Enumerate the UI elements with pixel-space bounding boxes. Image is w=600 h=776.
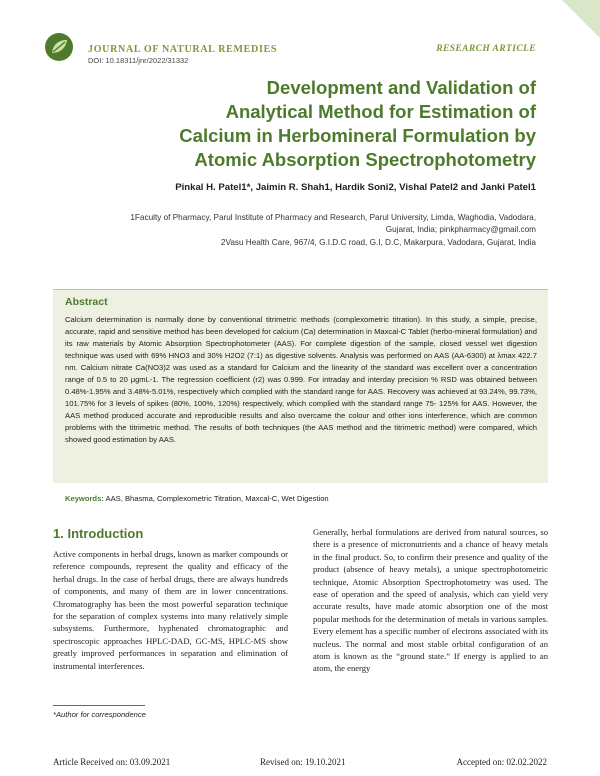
introduction-left-column: Active components in herbal drugs, known as marker compounds or reference compounds, represent the quality and efficacy of the herbal drugs. In the case of herbal drugs, there are always hundreds of components, and many of them are in lower concentrations. Chromatography has been the most powerful separation technique for the separation of complex systems into many relatively simple subsystems. Furthermore, hyphenated chromatographic and spectroscopic approaches HPLC-DAD, GC-MS, HPLC-MS show greatly improved performances in separation and elimination of instrumental interferences. xyxy=(53,549,288,671)
introduction-heading: 1. Introduction xyxy=(53,526,144,541)
affiliation-2: 2Vasu Health Care, 967/4, G.I.D.C road, G.I, D.C, Makarpura, Vadodara, Gujarat, India xyxy=(220,238,536,247)
page-corner-decoration xyxy=(562,0,600,38)
abstract-heading: Abstract xyxy=(65,296,108,308)
abstract-text: Calcium determination is normally done by conventional titrimetric methods (complexometric titration). In this study, a simple, precise, accurate, rapid and sensitive method has been developed for calcium (Ca) determination in Maxcal-C Tablet (herbo-mineral formulation) and its raw materials by Atomic Absorption Spectrophotometer (AAS). For complete digestion of the sample, closed vessel wet digestion technique was used with 69% HNO3 and 30% H2O2 (7:1) as digestive solvents. Analysis was performed on AAS (AA-6300) at λmax 422.7 nm. Calcium nitrate Ca(NO3)2 was used as a standard for Calcium and the linearity of the standard was excellent over a concentration range of 0.5 to 20 μgmL-1. The regression coefficient (r2) was 0.999. For intraday and interday precision % RSD was obtained between 0.48%-1.95% and 3.48%-5.01%, respectively which complied with the standard range for AAS. Recovery was achieved at 93.24%, 99.73%, 101.75% for 3 levels of spikes (80%, 100%, 120%) respectively, which complied with the standard range 75- 125% for AAS. However, the AAS method produced accurate and reproducible results and also overcame the colour and other ions interference, which are common problems with the titrimetric method. The results of both techniques (the AAS method and the titrimetric method) were compared, which showed good estimation by AAS. xyxy=(65,315,537,444)
title-line: Atomic Absorption Spectrophotometry xyxy=(194,149,536,170)
keywords-text: AAS, Bhasma, Complexometric Titration, Maxcal-C, Wet Digestion xyxy=(105,494,329,503)
date-revised: Revised on: 19.10.2021 xyxy=(260,757,346,767)
title-line: Development and Validation of xyxy=(266,77,536,98)
title-line: Analytical Method for Estimation of xyxy=(225,101,536,122)
authors: Pinkal H. Patel1*, Jaimin R. Shah1, Hardik Soni2, Vishal Patel2 and Janki Patel1 xyxy=(175,182,536,193)
keywords-label: Keywords: xyxy=(65,494,104,503)
doi[interactable]: DOI: 10.18311/jnr/2022/31332 xyxy=(88,56,189,65)
footnote-divider xyxy=(53,705,145,706)
date-received: Article Received on: 03.09.2021 xyxy=(53,757,171,767)
paper-title xyxy=(96,76,536,172)
date-accepted: Accepted on: 02.02.2022 xyxy=(456,757,547,767)
affiliation-1: 1Faculty of Pharmacy, Parul Institute of Pharmacy and Research, Parul University, Limda, Waghodia, Vadodara, Gujarat, India; pinkpharmacy@gmail.com xyxy=(130,213,536,234)
article-type: RESEARCH ARTICLE xyxy=(436,44,536,54)
title-line: Calcium in Herbomineral Formulation by xyxy=(179,125,536,146)
correspondence-footnote: *Author for correspondence xyxy=(53,710,146,719)
journal-name: JOURNAL OF NATURAL REMEDIES xyxy=(88,44,278,55)
introduction-right-column: Generally, herbal formulations are derived from natural sources, so there is a presence of micronutrients and a chance of heavy metals in the final product. So, to confirm their presence and quality of the product (absence of heavy metals), a unique spectrophotometric technique, Atomic Absorption Spectrophotometry was used. The ease of operation and the speed of analysis, which can yield very accurate results, have made atomic absorption one of the most popular methods for the determination of metals in various samples. Every element has a specific number of electrons associated with its nucleus. The normal and most stable orbital configuration of an atom is known as the “ground state.” If energy is applied to an atom, the energy xyxy=(313,527,548,674)
keywords xyxy=(65,494,535,503)
journal-logo-icon xyxy=(44,32,74,62)
abstract-box xyxy=(53,289,548,483)
